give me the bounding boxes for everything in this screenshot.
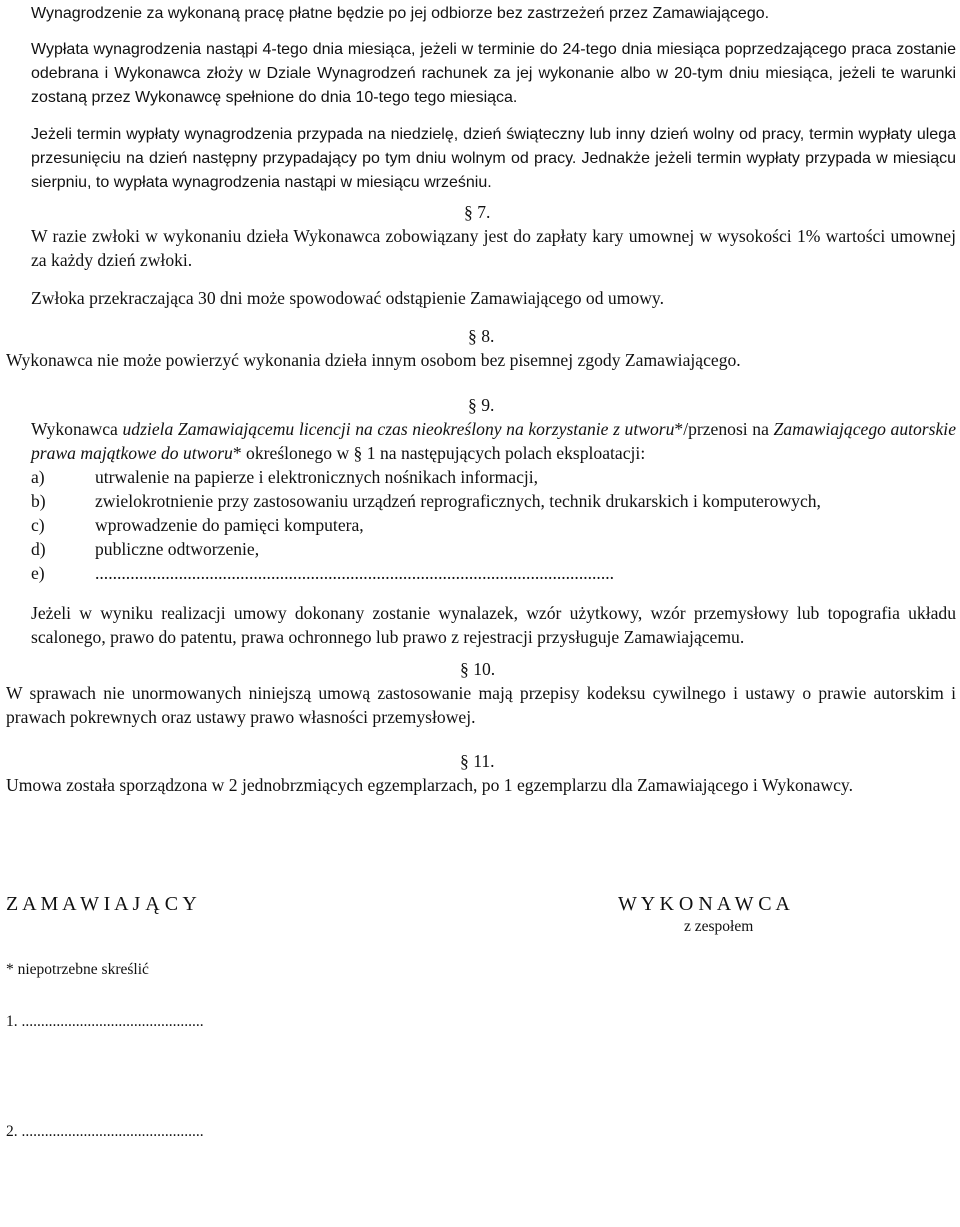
section-10-text: W sprawach nie unormowanych niniejszą umową zastosowanie mają przepisy kodeksu cywilnego i ustawy o prawie autorskim i prawach pokrewnych oraz ustawy prawo własności przemysłowej. — [6, 683, 956, 727]
section-6-point-2: Wynagrodzenie za wykonaną pracę płatne będzie po jej odbiorze bez zastrzeżeń przez Zamawiającego. — [31, 5, 770, 22]
section-6-point-4: Jeżeli termin wypłaty wynagrodzenia przypada na niedzielę, dzień świąteczny lub inny dzień wolny od pracy, termin wypłaty ulega przesunięciu na dzień następny przypadający po tym dniu wolnym od pracy. Jednakże jeżeli termin wypłaty przypada w miesiącu sierpniu, to wypłata wynagrodzenia nastąpi w miesiącu wrześniu. — [31, 126, 956, 191]
section-10-heading: § 10. — [460, 659, 496, 679]
list-item: a) utrwalenie na papierze i elektronicznych nośnikach informacji, — [31, 467, 539, 487]
signature-line-2: 2. ............................................... — [6, 1123, 204, 1140]
section-7-point-2: Zwłoka przekraczająca 30 dni może spowodować odstąpienie Zamawiającego od umowy. — [31, 288, 664, 308]
signature-contractor-note: z zespołem — [684, 918, 754, 935]
signature-block — [6, 891, 956, 917]
list-item: c) wprowadzenie do pamięci komputera, — [31, 515, 364, 535]
section-9-point-2: Jeżeli w wyniku realizacji umowy dokonany zostanie wynalazek, wzór użytkowy, wzór przemysłowy lub topografia układu scalonego, prawo do patentu, prawa ochronnego lub prawo z rejestracji przysługuje Zamawiającemu. — [31, 603, 956, 647]
document-page — [6, 2, 956, 1144]
exploitation-fields-list — [6, 465, 956, 585]
section-9-point-1: Wykonawca udziela Zamawiającemu licencji na czas nieokreślony na korzystanie z utworu*/przenosi na Zamawiającego autorskie prawa majątkowe do utworu* określonego w § 1 na następujących polach eksploatacji: — [31, 419, 956, 463]
footnote: * niepotrzebne skreślić — [6, 961, 149, 978]
section-7-heading: § 7. — [464, 202, 491, 222]
section-8-heading: § 8. — [468, 326, 495, 346]
signature-line-1: 1. ............................................... — [6, 1013, 204, 1030]
section-7-point-1: W razie zwłoki w wykonaniu dzieła Wykonawca zobowiązany jest do zapłaty kary umownej w wysokości 1% wartości umownej za każdy dzień zwłoki. — [31, 226, 956, 270]
list-item: b) zwielokrotnienie przy zastosowaniu urządzeń reprograficznych, technik drukarskich i komputerowych, — [31, 491, 821, 511]
list-item: d) publiczne odtworzenie, — [31, 539, 260, 559]
signature-orderer: Z A M A W I A J Ą C Y — [6, 893, 197, 915]
section-6-point-3: Wypłata wynagrodzenia nastąpi 4-tego dnia miesiąca, jeżeli w terminie do 24-tego dnia miesiąca poprzedzającego praca zostanie odebrana i Wykonawca złoży w Dziale Wynagrodzeń rachunek za jej wykonanie albo w 20-tym dniu miesiąca, jeżeli te warunki zostaną przez Wykonawcę spełnione do dnia 10-tego tego miesiąca. — [31, 41, 956, 106]
signature-contractor: W Y K O N A W C A — [618, 893, 790, 915]
section-9-heading: § 9. — [468, 395, 495, 415]
list-item: e) ...................................................................................................................... — [31, 563, 615, 583]
section-11-text: Umowa została sporządzona w 2 jednobrzmiących egzemplarzach, po 1 egzemplarzu dla Zamawiającego i Wykonawcy. — [6, 775, 853, 795]
section-8-text: Wykonawca nie może powierzyć wykonania dzieła innym osobom bez pisemnej zgody Zamawiającego. — [6, 350, 741, 370]
section-11-heading: § 11. — [460, 751, 495, 771]
